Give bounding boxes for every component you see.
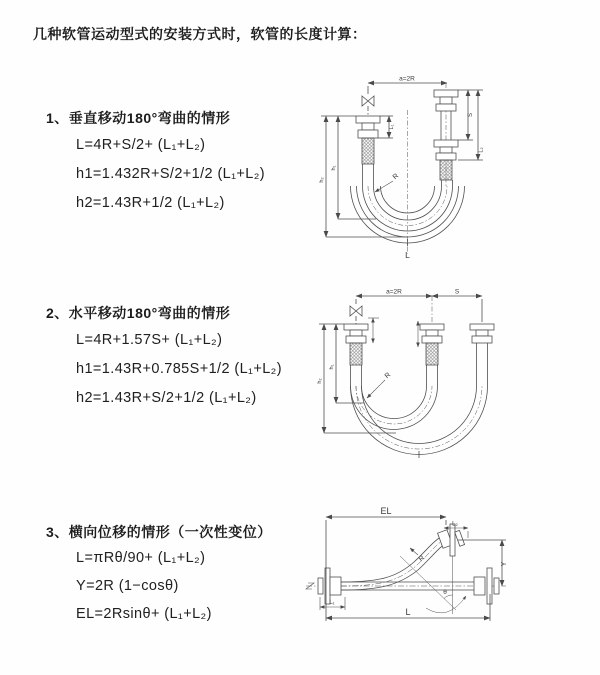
valve-icon (350, 306, 362, 316)
dim-label-y: Y (501, 561, 508, 567)
dim-label-a2r: a=2R (386, 288, 402, 296)
section-3-formula-y: Y=2R (1−cosθ) (76, 578, 179, 594)
section-2-formula-h1: h1=1.43R+0.785S+1/2 (L₁+L₂) (76, 361, 282, 377)
diagram-vertical-180-bend (300, 68, 555, 268)
section-3-heading: 3、横向位移的情形（一次性变位） (46, 524, 272, 540)
braided-hose-section (362, 138, 374, 164)
dim-label-h2: h₂ (319, 177, 325, 183)
braided-hose-section (440, 160, 452, 180)
dim-label-h1: h₁ (329, 364, 335, 370)
dim-label-s: S (454, 288, 460, 296)
radius-label: R (391, 172, 401, 182)
section-1-formula-h1: h1=1.432R+S/2+1/2 (L₁+L₂) (76, 166, 266, 182)
angle-label: θ (443, 589, 447, 596)
braided-hose-section (426, 343, 438, 365)
valve-icon (362, 96, 374, 106)
section-1-formula-h2: h2=1.43R+1/2 (L₁+L₂) (76, 195, 225, 211)
section-3-formula-l: L=πRθ/90+ (L₁+L₂) (76, 550, 206, 566)
section-1-formula-l: L=4R+S/2+ (L₁+L₂) (76, 137, 206, 153)
section-2-formula-l: L=4R+1.57S+ (L₁+L₂) (76, 332, 223, 348)
dim-label-length: L (405, 250, 410, 260)
dim-label-a2r: a=2R (399, 75, 415, 83)
section-2-heading: 2、水平移动180°弯曲的情形 (46, 305, 231, 321)
radius-label: R (417, 554, 427, 564)
dim-label-l2: L₂ (452, 521, 458, 528)
dim-label-el: EL (380, 506, 392, 516)
dim-label-h2: h₂ (317, 378, 323, 384)
braided-hose-section (350, 343, 362, 365)
dim-label-l1: L₁ (329, 600, 335, 606)
diagram-lateral-displacement (298, 498, 588, 638)
dim-label-length: L (405, 607, 411, 617)
page-title: 几种软管运动型式的安装方式时，软管的长度计算： (33, 26, 367, 42)
dim-label-l1: L₁ (389, 124, 395, 130)
section-3-formula-el: EL=2Rsinθ+ (L₁+L₂) (76, 606, 212, 622)
dim-label-l2: L₂ (478, 147, 485, 153)
diagram-horizontal-180-bend (300, 281, 575, 459)
section-1-heading: 1、垂直移动180°弯曲的情形 (46, 110, 231, 126)
radius-label: R (383, 371, 393, 381)
dim-label-s: S (468, 112, 474, 118)
dim-label-h1: h₁ (331, 165, 337, 171)
section-2-formula-h2: h2=1.43R+S/2+1/2 (L₁+L₂) (76, 390, 257, 406)
